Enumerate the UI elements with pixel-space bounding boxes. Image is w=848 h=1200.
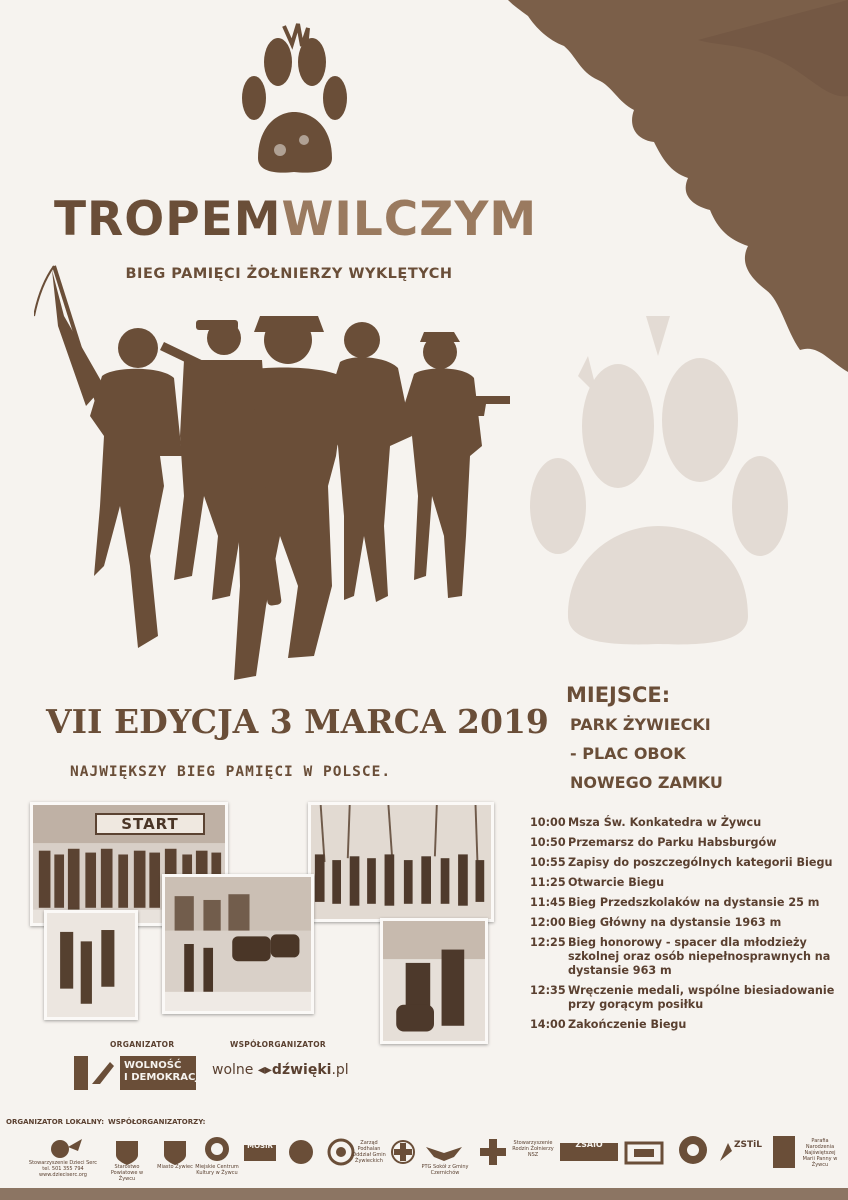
sponsor-caption: Starostwo Powiatowe w Żywcu bbox=[110, 1164, 144, 1182]
sponsor-caption: Miasto Żywiec bbox=[157, 1164, 193, 1170]
schedule-desc: Msza Św. Konkatedra w Żywcu bbox=[568, 816, 762, 829]
schedule-item bbox=[530, 916, 840, 930]
zstil-text: ZSTiL bbox=[734, 1140, 762, 1150]
fundacja-line: I DEMOKRACJA bbox=[124, 1072, 207, 1083]
local-org-name: Stowarzyszenie Dzieci Serc bbox=[28, 1160, 98, 1166]
coorganizer-label: WSPÓŁORGANIZATOR bbox=[230, 1040, 327, 1049]
schedule-time: 12:35 bbox=[530, 984, 566, 997]
edition-date: VII EDYCJA 3 MARCA 2019 bbox=[46, 702, 549, 741]
location-line: NOWEGO ZAMKU bbox=[570, 773, 723, 792]
schedule-time: 11:25 bbox=[530, 876, 566, 889]
schedule-time: 10:55 bbox=[530, 856, 566, 869]
schedule-item bbox=[530, 896, 840, 910]
fundacja-name bbox=[124, 1060, 207, 1084]
sponsor-caption: Parafia Narodzenia Najświętszej Marii Panny w Żywcu bbox=[802, 1138, 838, 1168]
schedule-time: 10:50 bbox=[530, 836, 566, 849]
schedule-desc: Otwarcie Biegu bbox=[568, 876, 665, 889]
start-banner: START bbox=[95, 813, 205, 835]
nsz-cross-icon bbox=[478, 1130, 508, 1174]
dzwieki-word: dźwięki bbox=[271, 1062, 332, 1078]
schedule-item bbox=[530, 936, 840, 978]
schedule-time: 12:00 bbox=[530, 916, 566, 929]
schedule-time: 11:45 bbox=[530, 896, 566, 909]
title-part2: WILCZYM bbox=[281, 192, 538, 247]
schedule-item bbox=[530, 876, 840, 890]
photo-runners-park bbox=[308, 802, 494, 922]
tagline: NAJWIĘKSZY BIEG PAMIĘCI W POLSCE. bbox=[70, 764, 392, 780]
mosir-text: MOSiR bbox=[247, 1142, 273, 1150]
wolf-paw-logo bbox=[240, 22, 348, 174]
co-organizers-label: WSPÓŁORGANIZATORZY: bbox=[108, 1118, 206, 1126]
local-org-phone: tel. 501 355 794 bbox=[42, 1166, 84, 1172]
schedule-time: 10:00 bbox=[530, 816, 566, 829]
schedule-time: 14:00 bbox=[530, 1018, 566, 1031]
organizer-label: ORGANIZATOR bbox=[110, 1040, 175, 1049]
schedule-desc: Zapisy do poszczególnych kategorii Biegu bbox=[568, 856, 833, 869]
wolne-dzwieki-logo bbox=[212, 1062, 349, 1078]
schedule-time: 12:25 bbox=[530, 936, 566, 949]
zsaio-text: ZSAiO bbox=[575, 1140, 603, 1149]
location-line: PARK ŻYWIECKI bbox=[570, 715, 711, 734]
sponsor-caption: Zarząd Podhalan Oddział Gmin Żywieckich bbox=[352, 1140, 386, 1164]
ghost-paw-print bbox=[528, 316, 788, 646]
event-title bbox=[54, 192, 538, 247]
schedule-desc: Bieg Przedszkolaków na dystansie 25 m bbox=[568, 896, 820, 909]
pl-word: .pl bbox=[331, 1062, 349, 1078]
sponsor-caption: Stowarzyszenie Rodzin Żołnierzy NSZ bbox=[512, 1140, 554, 1158]
speaker-icon: ◂▸ bbox=[253, 1062, 272, 1078]
schedule-item bbox=[530, 1018, 840, 1032]
mosir-logo bbox=[242, 1130, 278, 1174]
sponsor-caption: Miejskie Centrum Kultury w Żywcu bbox=[195, 1164, 239, 1176]
runners-illustration bbox=[34, 256, 514, 696]
zstil-logo bbox=[718, 1130, 764, 1174]
schedule-desc: Bieg honorowy - spacer dla młodzieży szkolnej oraz osób niepełnosprawnych na dystansie 963 m bbox=[568, 936, 831, 977]
title-part1: TROPEM bbox=[54, 192, 282, 247]
schedule-item bbox=[530, 856, 840, 870]
cross-emblem-icon bbox=[390, 1130, 416, 1174]
photo-children bbox=[44, 910, 138, 1020]
fundacja-vertical-text: FUNDACJA bbox=[63, 1052, 70, 1090]
schedule-desc: Przemarsz do Parku Habsburgów bbox=[568, 836, 777, 849]
local-organizer-label: ORGANIZATOR LOKALNY: bbox=[6, 1118, 105, 1126]
location-block bbox=[566, 680, 836, 797]
bottom-bar bbox=[0, 1188, 848, 1200]
round-emblem-icon bbox=[286, 1130, 316, 1174]
schedule-desc: Bieg Główny na dystansie 1963 m bbox=[568, 916, 782, 929]
event-subtitle: BIEG PAMIĘCI ŻOŁNIERZY WYKLĘTYCH bbox=[125, 266, 453, 282]
photo-honorary-run bbox=[380, 918, 488, 1044]
schedule-desc: Zakończenie Biegu bbox=[568, 1018, 687, 1031]
schedule-item bbox=[530, 984, 840, 1012]
photo-horse-riders bbox=[162, 874, 314, 1014]
wolne-word: wolne bbox=[212, 1062, 254, 1078]
round-school-emblem-icon bbox=[676, 1130, 710, 1174]
schedule-item bbox=[530, 816, 840, 830]
sponsor-caption: PTG Sokół z Gminy Czernichów bbox=[421, 1164, 469, 1176]
school-badge-icon bbox=[624, 1130, 664, 1174]
local-org-caption bbox=[28, 1160, 98, 1178]
location-line: - PLAC OBOK bbox=[570, 744, 686, 763]
fundacja-line: WOLNOŚĆ bbox=[124, 1060, 182, 1071]
schedule-item bbox=[530, 836, 840, 850]
schedule-desc: Wręczenie medali, wspólne biesiadowanie przy gorącym posiłku bbox=[568, 984, 835, 1011]
location-heading: MIEJSCE: bbox=[566, 683, 671, 707]
schedule-list bbox=[530, 816, 840, 1038]
parish-image-icon bbox=[772, 1130, 796, 1174]
local-org-web: www.dzieciserc.org bbox=[39, 1172, 87, 1178]
zsaio-logo bbox=[560, 1130, 618, 1174]
